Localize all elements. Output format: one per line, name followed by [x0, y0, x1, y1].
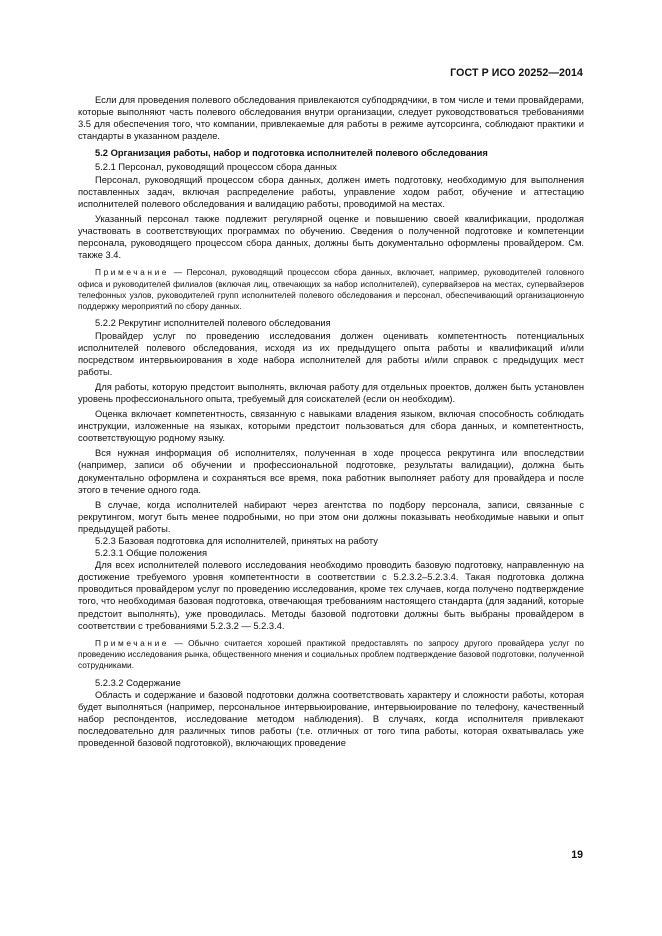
- standard-code-header: ГОСТ Р ИСО 20252—2014: [450, 67, 583, 79]
- paragraph-recruitment-records: Вся нужная информация об исполнителях, полученная в ходе процесса рекрутинга или впоследствии (например, записи об обучении и профессиональной подготовке, результаты валидации), должна быть документально оформлена и сохраняться все время, пока работник выполняет работу для провайдера и после этого в течение одного года.: [78, 448, 584, 495]
- subsection-heading-5-2-2: 5.2.2 Рекрутинг исполнителей полевого обследования: [95, 318, 331, 329]
- paragraph-subcontractors: Если для проведения полевого обследования привлекаются субподрядчики, в том числе и теми провайдерами, которые выполняют часть полевого обследования внутри организации, следует руководствоваться требованиями 3.5 для обеспечения того, что компании, привлекаемые для работы в режиме аутсорсинга, соблюдают практики и стандарты в указанном разделе.: [78, 95, 584, 142]
- note-text: — Обычно считается хорошей практикой предоставлять по запросу другого провайдера услуг по проведению исследования рынка, общественного мнения и социальных проблем подтверждение базовой подготовки, полученной сотрудниками.: [78, 637, 584, 671]
- section-heading-5-2: 5.2 Организация работы, набор и подготовка исполнителей полевого обследования: [95, 148, 488, 159]
- page-body: [78, 94, 584, 749]
- note-label: Примечание: [95, 637, 170, 648]
- paragraph-language-skills: Оценка включает компетентность, связанную с навыками владения языком, включая способность соблюдать инструкции, изложенные на языках, которыми предстоит пользоваться для сбора данных, и компетентность, соответствующую родному языку.: [78, 409, 584, 444]
- paragraph-personnel-training: Персонал, руководящий процессом сбора данных, должен иметь подготовку, необходимую для выполнения поставленных задач, включая распределение работы, управление ходом работ, обучение и аттестацию исполнителей полевого обследования и валидацию работы, проводимой на местах.: [78, 174, 584, 209]
- note-personnel: [78, 267, 584, 312]
- page-number: 19: [571, 849, 583, 861]
- paragraph-training-content: Область и содержание и базовой подготовки должна соответствовать характеру и сложности работы, которая будет выполняться (например, персональное интервьюирование, интервьюирование по телефону, качественный набор респондентов, исследование методом наблюдения). В случаях, когда исполнителя привлекают последовательно для различных типов работы (т.е. отличных от того типа работы, которая охватывалась уже проведенной базовой подготовкой), включающих проведение: [78, 689, 584, 749]
- subsection-heading-5-2-3-1: 5.2.3.1 Общие положения: [95, 548, 208, 559]
- paragraph-agency-recruitment: В случае, когда исполнителей набирают через агентства по подбору персонала, записи, связанные с рекрутингом, могут быть менее подробными, но при этом они должны показывать необходимые навыки и опыт предыдущей работы.: [78, 499, 584, 534]
- note-label: Примечание: [95, 267, 170, 278]
- paragraph-basic-training: Для всех исполнителей полевого исследования необходимо проводить базовую подготовку, направленную на достижение требуемого уровня компетентности в соответствии с 5.2.3.2–5.2.3.4. Такая подготовка должна проводиться провайдером услуг по проведению исследования, кроме тех случаев, когда получено подтверждение того, что необходимая базовая подготовка, отвечающая требованиям настоящего стандарта (для заданий, которые предстоит выполнять), уже проводилась. Методы базовой подготовки должны быть выбраны провайдером в соответствии с требованиями 5.2.3.2 — 5.2.3.4.: [78, 560, 584, 631]
- paragraph-competence-assessment: Провайдер услуг по проведению исследования должен оценивать компетентность потенциальных исполнителей полевого обследования, исходя из их предыдущего опыта работы и квалификаций и/или посредством интервьюирования в ходе набора исполнителей для работы и/или справок с предыдущих мест работы.: [78, 330, 584, 377]
- subsection-heading-5-2-3: 5.2.3 Базовая подготовка для исполнителей, принятых на работу: [95, 536, 378, 546]
- note-text: — Персонал, руководящий процессом сбора данных, включает, например, руководителей головного офиса и руководителей филиалов (включая лиц, отвечающих за набор исполнителей), супервайзеров на местах, супервайзеров телефонных узлов, руководителей групп исполнителей полевого обследования и персонал, обеспечивающий организационную поддержку мероприятий по сбору данных.: [78, 267, 584, 312]
- subsection-heading-5-2-3-2: 5.2.3.2 Содержание: [95, 677, 181, 688]
- subsection-heading-5-2-1: 5.2.1 Персонал, руководящий процессом сбора данных: [95, 162, 337, 173]
- note-training-confirmation: [78, 638, 584, 672]
- paragraph-experience-level: Для работы, которую предстоит выполнять, включая работу для отдельных проектов, должен быть установлен уровень профессионального опыта, требуемый для соискателей (если он необходим).: [78, 381, 584, 404]
- paragraph-personnel-evaluation: Указанный персонал также подлежит регулярной оценке и повышению своей квалификации, продолжая участвовать в соответствующих программах по обучению. Сведения о полученной подготовке и компетенции персонала, руководящего процессом сбора данных, должны быть документально оформлены провайдером. См. также 3.4.: [78, 213, 584, 261]
